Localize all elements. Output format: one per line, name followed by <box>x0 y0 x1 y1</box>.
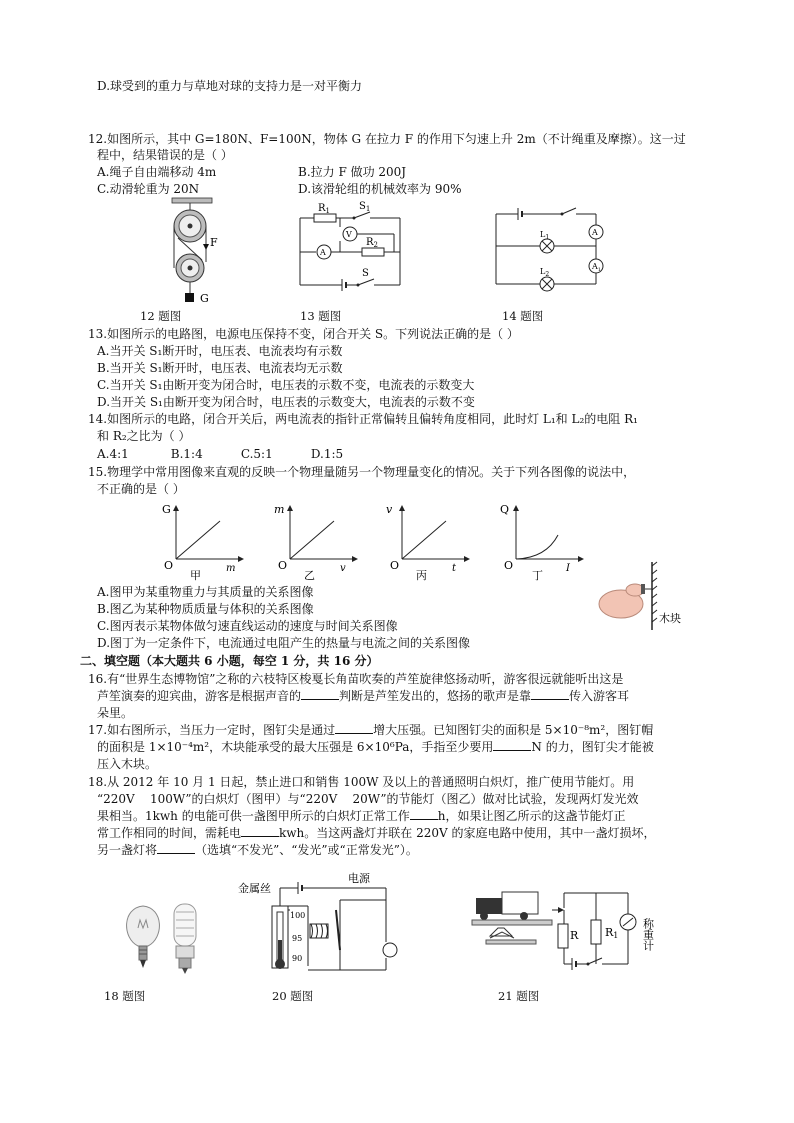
q17-line2: 的面积是 1×10⁻⁴m²，木块能承受的最大压强是 6×10⁶Pa，手指至少要用 N 的力，图钉尖才能被 <box>97 740 654 754</box>
q14-stem-line2: 和 R₂之比为（ ） <box>97 429 191 443</box>
q18-line2: “220V 100W”的白炽灯（图甲）与“220V 20W”的节能灯（图乙）做对比试验，发现两灯发光效 <box>97 792 639 806</box>
fig13-caption: 13 题图 <box>300 309 342 323</box>
fig13-r2-label: $R_2$ <box>366 237 378 249</box>
fig13-voltmeter: V <box>346 230 352 239</box>
graph-bing-x: t <box>452 563 457 574</box>
temp-90: 90 <box>292 954 303 963</box>
graph-yi <box>272 503 362 583</box>
q13-option-a: A.当开关 S₁断开时，电压表、电流表均有示数 <box>97 344 343 358</box>
graph-ding-x: I <box>566 563 570 574</box>
graph-ding-name: 丁 <box>532 569 543 582</box>
section-2-title: 二、填空题（本大题共 6 小题，每空 1 分，共 16 分） <box>80 654 379 668</box>
q11-option-d: D.球受到的重力与草地对球的支持力是一对平衡力 <box>97 79 363 93</box>
graph-yi-origin: O <box>278 559 288 572</box>
temp-95: 95 <box>292 934 303 943</box>
circuit-13 <box>296 203 406 293</box>
q16-line2: 芦笙演奏的迎宾曲，游客是根据声音的 判断是芦笙发出的，悠扬的歌声是靠 传入游客耳 <box>97 689 630 703</box>
q14-options: A.4:1 B.1:4 C.5:1 D.1:5 <box>97 447 344 461</box>
weighing-meter-label: 称重计 <box>641 918 655 951</box>
q16-line1: 16.有“世界生态博物馆”之称的六枝特区梭戛长角苗吹奏的芦笙旋律悠扬动听，游客很远就能听出这是 <box>88 672 624 686</box>
fig14-l1-label: $L_1$ <box>540 230 550 241</box>
graph-bing-origin: O <box>390 559 400 572</box>
q18-line5: 另一盏灯将 （选填“不发光”、“发光”或“正常发光”）。 <box>97 843 418 857</box>
q15-stem-line2: 不正确的是（ ） <box>97 482 185 496</box>
graph-ding <box>498 503 588 583</box>
graph-jia-x: m <box>226 563 236 574</box>
q18-blank-1[interactable] <box>410 808 438 820</box>
fig13-ammeter: A <box>320 248 326 257</box>
graph-yi-x: v <box>340 563 346 574</box>
graph-yi-y: m <box>274 503 285 516</box>
q12-option-a: A.绳子自由端移动 4m <box>97 165 217 179</box>
fig13-s-label: S <box>362 268 369 279</box>
fig21-caption: 21 题图 <box>498 989 540 1003</box>
q13-option-c: C.当开关 S₁由断开变为闭合时，电压表的示数不变，电流表的示数变大 <box>97 378 475 392</box>
q13-option-d: D.当开关 S₁由断开变为闭合时，电压表的示数变大，电流表的示数不变 <box>97 395 475 409</box>
fig21-r-label: R <box>570 929 579 942</box>
pulley-g-label: G <box>200 292 209 305</box>
fig20-caption: 20 题图 <box>272 989 314 1003</box>
fig12-caption: 12 题图 <box>140 309 182 323</box>
graph-yi-name: 乙 <box>304 569 315 582</box>
power-label: 电源 <box>348 872 370 885</box>
q15-stem-line1: 15.物理学中常用图像来直观的反映一个物理量随另一个物理量变化的情况。关于下列各图像的说法中， <box>88 465 636 479</box>
q13-stem: 13.如图所示的电路图，电源电压保持不变，闭合开关 S。下列说法正确的是（ ） <box>88 327 519 341</box>
q16-blank-2[interactable] <box>531 688 569 700</box>
q12-stem-line1: 12.如图所示，其中 G=180N、F=100N，物体 G 在拉力 F 的作用下匀速上升 2m（不计绳重及摩擦）。这一过 <box>88 132 686 146</box>
pulley-f-label: F <box>210 236 218 249</box>
fig14-caption: 14 题图 <box>502 309 544 323</box>
q13-option-b: B.当开关 S₁断开时，电压表、电流表均无示数 <box>97 361 343 375</box>
bulbs-figure <box>118 898 213 983</box>
q12-option-c: C.动滑轮重为 20N <box>97 182 200 196</box>
graph-bing <box>384 503 474 583</box>
q17-line1: 17.如右图所示，当压力一定时，图钉尖是通过 增大压强。已知图钉尖的面积是 5×10⁻⁸m²，图钉帽 <box>88 723 654 737</box>
wood-label: 木块 <box>659 612 681 625</box>
graph-ding-origin: O <box>504 559 514 572</box>
q12-option-d: D.该滑轮组的机械效率为 90% <box>298 182 462 196</box>
q16-line3: 朵里。 <box>97 706 134 720</box>
weighing-circuit <box>468 888 678 978</box>
graph-bing-y: v <box>386 503 393 516</box>
fig14-ammeter-1: $A_1$ <box>592 262 601 273</box>
q15-option-d: D.图丁为一定条件下，电流通过电阻产生的热量与电流之间的关系图像 <box>97 636 471 650</box>
graph-ding-y: Q <box>500 503 510 516</box>
q12-option-b: B.拉力 F 做功 200J <box>298 165 407 179</box>
thermostat-figure <box>236 870 406 985</box>
fig21-r1-label: R1 <box>605 926 619 940</box>
fig14-ammeter: A <box>592 228 598 237</box>
fig14-l2-label: $L_2$ <box>540 267 550 278</box>
q17-line3: 压入木块。 <box>97 757 158 771</box>
q18-line1: 18.从 2012 年 10 月 1 日起，禁止进口和销售 100W 及以上的普通照明白炽灯，推广使用节能灯。用 <box>88 775 635 789</box>
q15-option-c: C.图丙表示某物体做匀速直线运动的速度与时间关系图像 <box>97 619 398 633</box>
pulley-figure <box>160 198 230 308</box>
graph-bing-name: 丙 <box>416 569 427 582</box>
fig18-caption: 18 题图 <box>104 989 146 1003</box>
temp-100: 100 <box>290 911 306 920</box>
q17-blank-2[interactable] <box>493 739 531 751</box>
graph-jia <box>158 503 248 583</box>
q18-blank-3[interactable] <box>157 842 195 854</box>
graph-jia-y: G <box>162 503 171 516</box>
graph-jia-origin: O <box>164 559 174 572</box>
q12-stem-line2: 程中，结果错误的是（ ） <box>97 148 233 162</box>
q18-line3: 果相当。1kwh 的电能可供一盏图甲所示的白炽灯正常工作 h，如果让图乙所示的这盏节能灯正 <box>97 809 626 823</box>
fig13-s1-label: $S_1$ <box>359 201 371 213</box>
q15-option-a: A.图甲为某重物重力与其质量的关系图像 <box>97 585 314 599</box>
q16-blank-1[interactable] <box>301 688 339 700</box>
graph-jia-name: 甲 <box>190 569 201 582</box>
q15-option-b: B.图乙为某种物质质量与体积的关系图像 <box>97 602 314 616</box>
q18-blank-2[interactable] <box>241 825 279 837</box>
q17-blank-1[interactable] <box>335 722 373 734</box>
metal-wire-label: 金属丝 <box>238 882 271 895</box>
circuit-14 <box>492 206 612 296</box>
fig13-r1-label: $R_1$ <box>318 203 330 215</box>
thumbtack-figure <box>595 560 695 640</box>
q18-line4: 常工作相同的时间，需耗电 kwh。当这两盏灯并联在 220V 的家庭电路中使用，其中一盏灯损坏， <box>97 826 656 840</box>
q14-stem-line1: 14.如图所示的电路，闭合开关后，两电流表的指针正常偏转且偏转角度相同，此时灯 L₁和 L₂的电阻 R₁ <box>88 412 638 426</box>
